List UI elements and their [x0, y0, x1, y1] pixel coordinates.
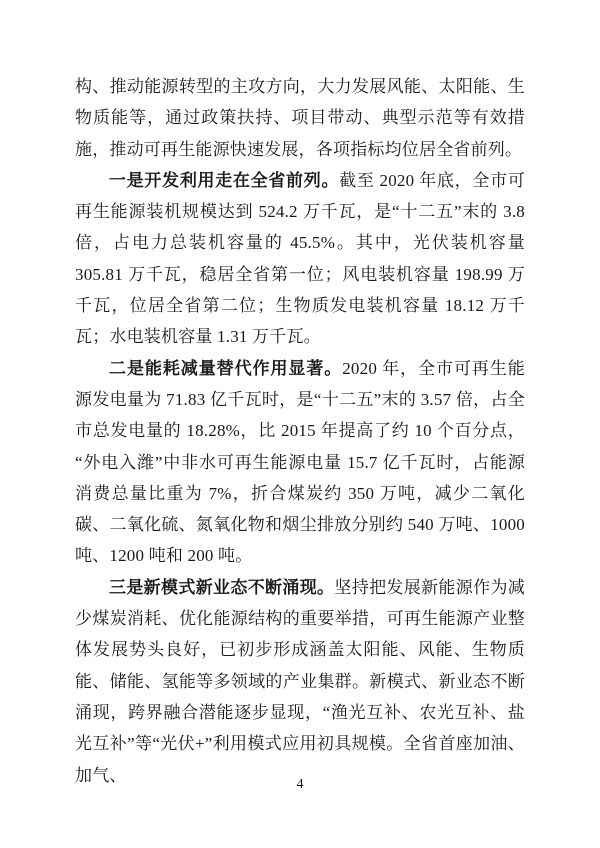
paragraph-lead: 二是能耗减量替代作用显著。 [109, 358, 343, 378]
paragraph-text: 构、推动能源转型的主攻方向，大力发展风能、太阳能、生物质能等，通过政策扶持、项目带动、典型示范等有效措施，推动可再生能源快速发展，各项指标均位居全省前列。 [75, 77, 525, 159]
paragraph [75, 71, 525, 165]
paragraph [75, 353, 525, 572]
paragraph [75, 572, 525, 791]
page-number: 4 [296, 777, 304, 792]
paragraph-text: 2020 年，全市可再生能源发电量为 71.83 亿千瓦时，是“十二五”末的 3.57 倍，占全市总发电量的 18.28%，比 2015 年提高了约 10 个百分点，“外电入潍”中非水可再生能源电量 15.7 亿千瓦时，占能源消费总量比重为 7%，折合煤炭约 350 万吨，减少二氧化碳、二氧化硫、氮氧化物和烟尘排放分别约 540 万吨、1000 吨、1200 吨和 200 吨。 [75, 358, 525, 566]
document-body [75, 71, 525, 791]
paragraph-lead: 一是开发利用走在全省前列。 [109, 170, 340, 190]
paragraph-text: 坚持把发展新能源作为减少煤炭消耗、优化能源结构的重要举措，可再生能源产业整体发展势头良好，已初步形成涵盖太阳能、风能、生物质能、储能、氢能等多领域的产业集群。新模式、新业态不断涌现，跨界融合潜能逐步显现，“渔光互补、农光互补、盐光互补”等“光伏+”利用模式应用初具规模。全省首座加油、加气、 [75, 577, 525, 785]
paragraph-lead: 三是新模式新业态不断涌现。 [109, 577, 335, 597]
paragraph-text: 截至 2020 年底，全市可再生能源装机规模达到 524.2 万千瓦，是“十二五”末的 3.8 倍，占电力总装机容量的 45.5%。其中，光伏装机容量 305.81 万千瓦，稳居全省第一位；风电装机容量 198.99 万千瓦，位居全省第二位；生物质发电装机容量 18.12 万千瓦；水电装机容量 1.31 万千瓦。 [75, 170, 525, 347]
paragraph [75, 165, 525, 353]
